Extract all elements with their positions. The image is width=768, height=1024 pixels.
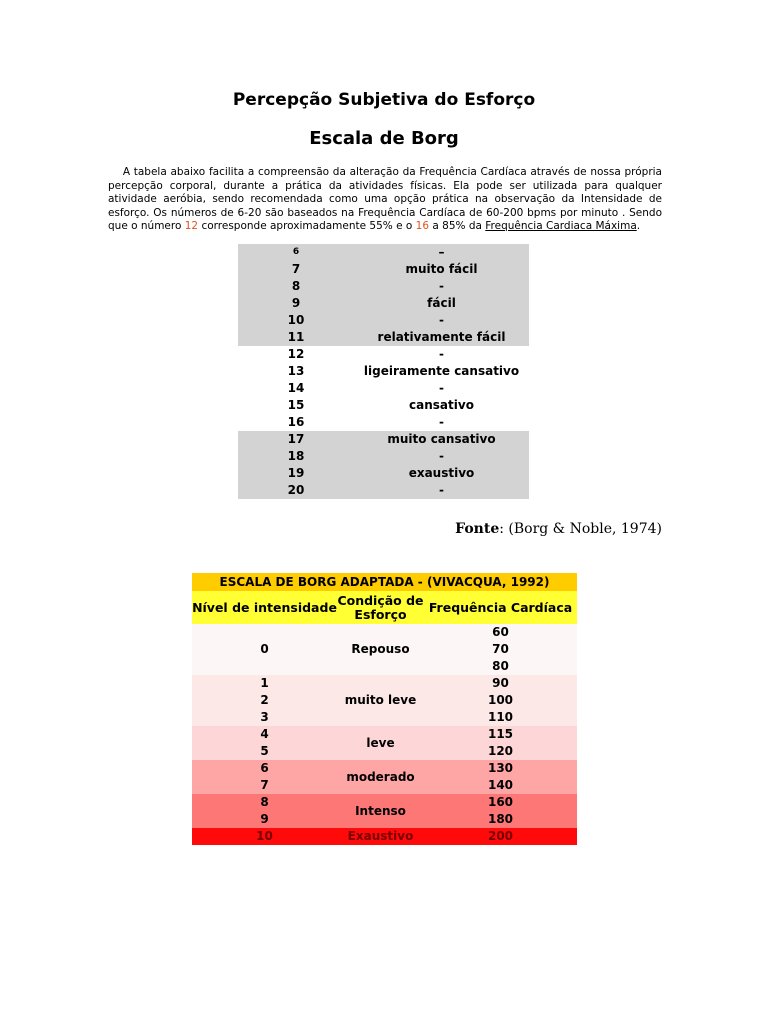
borg-description: relativamente fácil xyxy=(354,329,529,346)
heart-rate-value: 130 xyxy=(487,761,514,775)
header-condition: Condição de Esforço xyxy=(337,591,424,624)
intro-text: a 85% da xyxy=(429,220,486,233)
adapted-row xyxy=(192,675,577,726)
source-citation xyxy=(455,521,662,537)
adapted-borg-table xyxy=(192,573,577,845)
source-label: Fonte xyxy=(455,521,500,537)
borg-description: - xyxy=(354,312,529,329)
adapted-row xyxy=(192,760,577,794)
borg-level: 12 xyxy=(287,347,305,361)
heart-rate-value: 80 xyxy=(492,659,509,673)
intensity-levels xyxy=(192,794,337,828)
borg-row xyxy=(238,244,529,261)
source-text: : (Borg & Noble, 1974) xyxy=(499,521,662,537)
effort-condition: Intenso xyxy=(337,794,424,828)
borg-description: – xyxy=(354,244,529,261)
header-intensity: Nível de intensidade xyxy=(192,591,337,624)
borg-description: fácil xyxy=(354,295,529,312)
effort-condition: Repouso xyxy=(337,624,424,675)
borg-row xyxy=(238,363,529,380)
header-heart-rate: Frequência Cardíaca xyxy=(424,591,577,624)
intensity-level: 5 xyxy=(260,744,269,758)
intensity-levels xyxy=(192,828,337,845)
adapted-row xyxy=(192,624,577,675)
borg-row xyxy=(238,278,529,295)
borg-description: muito cansativo xyxy=(354,431,529,448)
adapted-row xyxy=(192,828,577,845)
borg-level: 18 xyxy=(238,448,354,465)
intensity-level: 8 xyxy=(260,795,269,809)
borg-level: 17 xyxy=(238,431,354,448)
heart-rates xyxy=(424,794,577,828)
adapted-row xyxy=(192,794,577,828)
heart-rates xyxy=(424,828,577,845)
borg-scale-table xyxy=(238,244,529,499)
intensity-level: 0 xyxy=(260,642,269,656)
borg-level: 6 xyxy=(238,244,354,261)
intro-text: A tabela abaixo facilita a compreensão da alteração da Frequência Cardíaca através de nossa própria percepção corporal, durante a prática da atividades físicas. Ela pode ser utilizada para qualquer atividade aeróbia, sendo recomendada como uma opção prática na observação da Intensidade de esforço. Os números de 6-20 são baseados na Frequência Cardíaca de 60-200 bpms por minuto . Sendo que o número xyxy=(108,166,662,233)
highlight-number: 12 xyxy=(184,220,199,233)
borg-description: - xyxy=(354,278,529,295)
effort-condition: muito leve xyxy=(337,675,424,726)
borg-row xyxy=(238,380,529,397)
highlight-number: 16 xyxy=(415,220,430,233)
borg-row xyxy=(238,448,529,465)
heart-rate-value: 70 xyxy=(492,642,509,656)
page-title: Percepção Subjetiva do Esforço xyxy=(232,90,536,110)
borg-description: - xyxy=(354,482,529,499)
heart-rates xyxy=(424,726,577,760)
intensity-level: 1 xyxy=(260,676,269,690)
borg-description: exaustivo xyxy=(354,465,529,482)
borg-level: 9 xyxy=(238,295,354,312)
borg-level: 8 xyxy=(238,278,354,295)
borg-description: - xyxy=(439,415,444,429)
heart-rate-value: 90 xyxy=(492,676,509,690)
intensity-level: 4 xyxy=(260,727,269,741)
intensity-levels xyxy=(192,624,337,675)
intensity-level: 10 xyxy=(256,829,273,843)
borg-description: ligeiramente cansativo xyxy=(363,364,520,378)
borg-level: 7 xyxy=(238,261,354,278)
intensity-level: 2 xyxy=(260,693,269,707)
heart-rate-value: 140 xyxy=(487,778,514,792)
borg-description: muito fácil xyxy=(354,261,529,278)
heart-rates xyxy=(424,624,577,675)
borg-row xyxy=(238,465,529,482)
intensity-level: 7 xyxy=(260,778,269,792)
borg-level: 15 xyxy=(287,398,305,412)
intensity-level: 3 xyxy=(260,710,269,724)
borg-description: - xyxy=(354,448,529,465)
borg-level: 19 xyxy=(238,465,354,482)
borg-description: - xyxy=(439,381,444,395)
intro-text: . xyxy=(636,220,641,233)
borg-level: 16 xyxy=(287,415,305,429)
heart-rates xyxy=(424,675,577,726)
borg-row xyxy=(238,482,529,499)
intensity-level: 9 xyxy=(260,812,269,826)
intro-paragraph xyxy=(108,166,662,234)
intro-text: corresponde aproximadamente 55% e o xyxy=(198,220,416,233)
page-subtitle: Escala de Borg xyxy=(309,128,459,149)
effort-condition: moderado xyxy=(337,760,424,794)
borg-level: 14 xyxy=(287,381,305,395)
borg-row xyxy=(238,329,529,346)
borg-row xyxy=(238,295,529,312)
intensity-levels xyxy=(192,760,337,794)
heart-rate-value: 200 xyxy=(487,829,514,843)
borg-row xyxy=(238,414,529,431)
borg-description: - xyxy=(439,347,444,361)
effort-condition: leve xyxy=(337,726,424,760)
heart-rate-value: 100 xyxy=(487,693,514,707)
heart-rates xyxy=(424,760,577,794)
heart-rate-value: 180 xyxy=(487,812,514,826)
heart-rate-value: 115 xyxy=(487,727,514,741)
borg-level: 10 xyxy=(238,312,354,329)
borg-level: 13 xyxy=(287,364,305,378)
borg-row xyxy=(238,431,529,448)
heart-rate-value: 110 xyxy=(487,710,514,724)
effort-condition: Exaustivo xyxy=(337,828,424,845)
borg-row xyxy=(238,346,529,363)
borg-row xyxy=(238,397,529,414)
heart-rate-value: 160 xyxy=(487,795,514,809)
adapted-table-title: ESCALA DE BORG ADAPTADA - (VIVACQUA, 1992) xyxy=(192,573,577,591)
adapted-row xyxy=(192,726,577,760)
intensity-levels xyxy=(192,675,337,726)
borg-row xyxy=(238,261,529,278)
heart-rate-value: 120 xyxy=(487,744,514,758)
borg-description: cansativo xyxy=(409,398,474,412)
borg-level: 20 xyxy=(238,482,354,499)
borg-row xyxy=(238,312,529,329)
intensity-level: 6 xyxy=(260,761,269,775)
fc-max-link[interactable]: Frequência Cardiaca Máxima xyxy=(485,220,637,233)
intensity-levels xyxy=(192,726,337,760)
borg-level: 11 xyxy=(238,329,354,346)
heart-rate-value: 60 xyxy=(492,625,509,639)
